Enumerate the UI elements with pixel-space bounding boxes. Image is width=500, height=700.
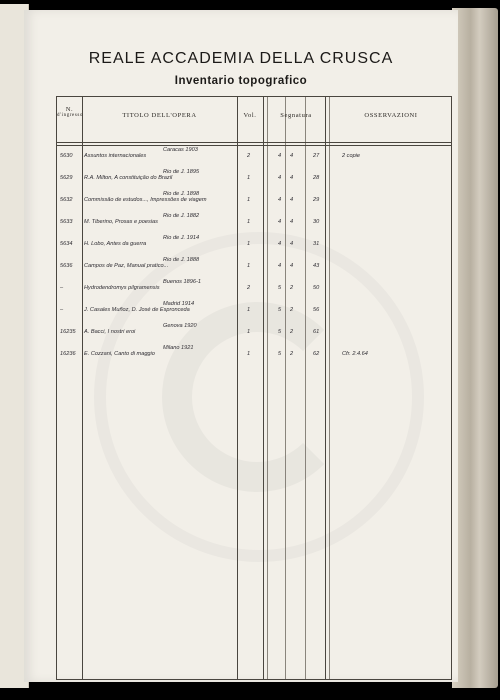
entry-inv: 16235 <box>60 329 76 335</box>
entry-title: H. Lobo, Antes da guerra <box>84 241 147 247</box>
entry-s1: 5 <box>278 307 282 313</box>
header-title: TITOLO DELL'OPERA <box>122 112 197 119</box>
table-row <box>57 191 451 216</box>
table-row <box>57 213 451 238</box>
table-row <box>57 169 451 194</box>
entry-s3: 50 <box>313 285 320 291</box>
entry-title: Commissão de estudos..., Impressões de viagem <box>84 197 207 203</box>
entry-s1: 4 <box>278 241 282 247</box>
entry-s2: 4 <box>290 175 294 181</box>
entry-s3: 61 <box>313 329 320 335</box>
entry-inv: 16236 <box>60 351 76 357</box>
header-notes: OSSERVAZIONI <box>364 112 418 119</box>
entry-s2: 4 <box>290 197 294 203</box>
entry-s1: 5 <box>278 285 282 291</box>
entry-s1: 4 <box>278 197 282 203</box>
entry-s3: 29 <box>313 197 320 203</box>
entry-place: Buenos 1896-1 <box>163 279 201 285</box>
entry-title: A. Bacci, I nostri eroi <box>84 329 136 335</box>
entry-s3: 28 <box>313 175 320 181</box>
inventory-subtitle: Inventario topografico <box>174 75 308 87</box>
entry-place: Rio de J. 1882 <box>163 213 200 219</box>
entry-place: Rio de J. 1888 <box>163 257 200 263</box>
entry-inv: 5630 <box>60 153 73 159</box>
entry-vol: 2 <box>247 285 251 291</box>
header-rule <box>57 145 451 146</box>
entry-s1: 4 <box>278 175 282 181</box>
entry-s3: 43 <box>313 263 320 269</box>
institution-heading: REALE ACCADEMIA DELLA CRUSCA <box>88 50 394 67</box>
header-number <box>57 106 82 118</box>
entry-place: Rio de J. 1898 <box>163 191 200 197</box>
entry-place: Caracas 1903 <box>163 147 198 153</box>
table-row <box>57 257 451 282</box>
header-number-line1: N. <box>65 106 74 113</box>
table-row <box>57 147 451 172</box>
entry-vol: 1 <box>247 197 251 203</box>
entry-vol: 1 <box>247 329 251 335</box>
entry-s1: 4 <box>278 219 282 225</box>
table-row <box>57 301 451 326</box>
entry-s3: 27 <box>313 153 320 159</box>
header-number-line2: d'ingresso <box>57 113 84 118</box>
right-page-stack <box>452 8 498 688</box>
entry-place: Rio de J. 1895 <box>163 169 200 175</box>
entry-inv: 5634 <box>60 241 73 247</box>
entry-s2: 4 <box>290 153 294 159</box>
entry-place: Rio de J. 1914 <box>163 235 200 241</box>
entry-s1: 5 <box>278 329 282 335</box>
entry-inv: 5629 <box>60 175 73 181</box>
entry-place: Madrid 1914 <box>163 301 195 307</box>
entry-s2: 2 <box>290 307 294 313</box>
entry-s3: 30 <box>313 219 320 225</box>
table-row <box>57 235 451 260</box>
table-row <box>57 279 451 304</box>
entry-vol: 1 <box>247 351 251 357</box>
header-shelfmark: Segnatura <box>280 112 312 119</box>
entry-inv: 5633 <box>60 219 73 225</box>
entry-s2: 4 <box>290 263 294 269</box>
entry-place: Milano 1921 <box>163 345 194 351</box>
entry-title: Assuntos internacionales <box>84 153 147 159</box>
entry-inv: 5636 <box>60 263 73 269</box>
entry-s3: 31 <box>313 241 320 247</box>
entry-title: Hydrodendromys pilgramensis <box>84 285 160 291</box>
entry-vol: 1 <box>247 263 251 269</box>
table-row <box>57 345 451 370</box>
entry-place: Genova 1920 <box>163 323 197 329</box>
entry-s3: 62 <box>313 351 320 357</box>
entry-title: M. Tiberino, Prosas e poesias <box>84 219 158 225</box>
entry-s1: 5 <box>278 351 282 357</box>
entry-s2: 2 <box>290 285 294 291</box>
entry-vol: 1 <box>247 175 251 181</box>
entry-inv: 5632 <box>60 197 73 203</box>
entry-s1: 4 <box>278 263 282 269</box>
entry-title: J. Casales Muñoz, D. José de Espronceda <box>84 307 190 313</box>
table-row <box>57 323 451 348</box>
entry-s2: 2 <box>290 351 294 357</box>
entry-s2: 4 <box>290 219 294 225</box>
entry-title: Campos de Paz, Manual pratico... <box>84 263 169 269</box>
entry-vol: 1 <box>247 219 251 225</box>
ledger-page <box>24 10 458 682</box>
entry-s2: 2 <box>290 329 294 335</box>
entry-vol: 2 <box>247 153 251 159</box>
entry-vol: 1 <box>247 241 251 247</box>
entry-inv: – <box>60 285 64 291</box>
entry-obs: 2 copie <box>342 153 361 159</box>
entry-title: R.A. Milton, A constituição do Brazil <box>84 175 173 181</box>
entry-s2: 4 <box>290 241 294 247</box>
entry-title: E. Cozzani, Canto di maggio <box>84 351 155 357</box>
entry-vol: 1 <box>247 307 251 313</box>
header-volumes: Vol. <box>243 112 257 119</box>
entry-obs: Cfr. 2.4.64 <box>342 351 368 357</box>
entry-s1: 4 <box>278 153 282 159</box>
header-rule <box>57 142 451 143</box>
entry-inv: – <box>60 307 64 313</box>
inventory-table <box>56 96 452 680</box>
entry-s3: 56 <box>313 307 320 313</box>
